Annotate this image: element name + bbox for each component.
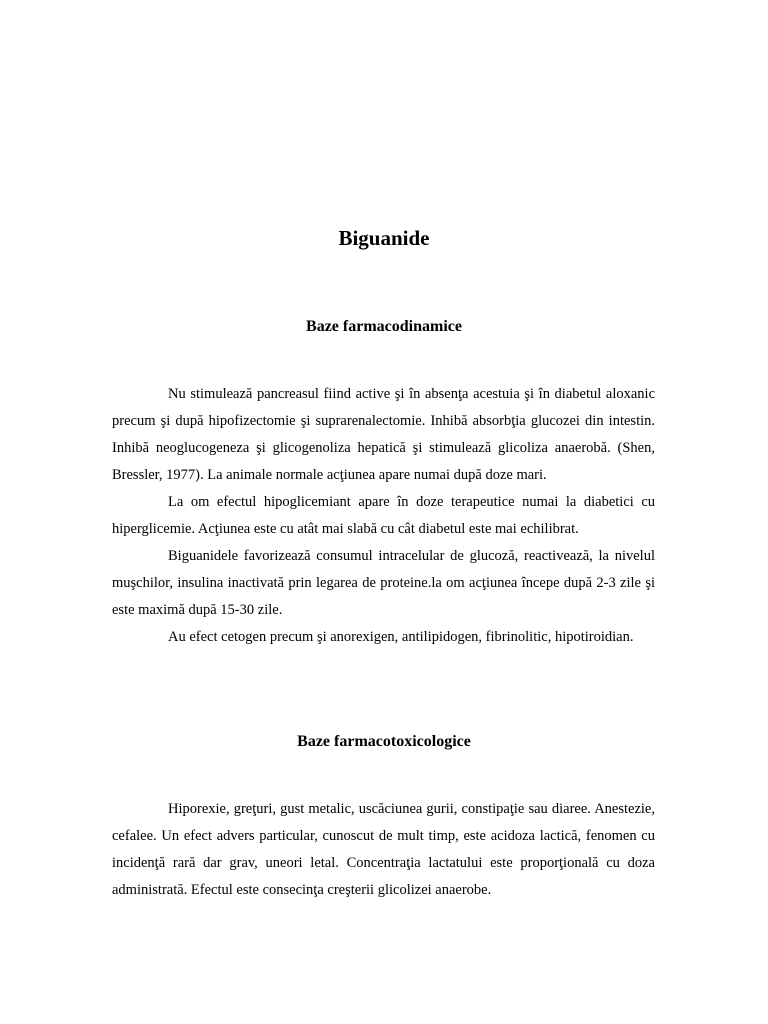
paragraph: Au efect cetogen precum şi anorexigen, antilipidogen, fibrinolitic, hipotiroidian. [168, 629, 634, 645]
page-title: Biguanide [338, 226, 430, 250]
section-heading-farmacodinamice: Baze farmacodinamice [306, 318, 462, 335]
section-heading-farmacotoxicologice: Baze farmacotoxicologice [297, 733, 471, 750]
paragraph: Biguanidele favorizează consumul intracelular de glucoză, reactivează, la nivelul muşchilor, insulina inactivată prin legarea de proteine.la om acţiunea începe după 2-3 zile şi este maximă după 15-30 zile. [112, 548, 655, 618]
paragraph: Nu stimulează pancreasul fiind active şi în absenţa acestuia şi în diabetul aloxanic precum şi după hipofizectomie şi suprarenalectomie. Inhibă absorbţia glucozei din intestin. Inhibă neoglucogeneza şi glicogenoliza hepatică şi stimulează glicoliza anaerobă. (Shen, Bressler, 1977). La animale normale acţiunea apare numai după doze mari. [112, 386, 655, 483]
paragraph: Hiporexie, greţuri, gust metalic, uscăciunea gurii, constipaţie sau diaree. Anestezie, cefalee. Un efect advers particular, cunoscut de mult timp, este acidoza lactică, fenomen cu incidenţă rară dar grav, uneori letal. Concentraţia lactatului este proporţională cu doza administrată. Efectul este consecinţa creşterii glicolizei anaerobe. [112, 801, 655, 898]
section-body-farmacodinamice [112, 381, 655, 651]
paragraph: La om efectul hipoglicemiant apare în doze terapeutice numai la diabetici cu hiperglicemie. Acţiunea este cu atât mai slabă cu cât diabetul este mai echilibrat. [112, 494, 655, 537]
section-body-farmacotoxicologice [112, 796, 655, 904]
